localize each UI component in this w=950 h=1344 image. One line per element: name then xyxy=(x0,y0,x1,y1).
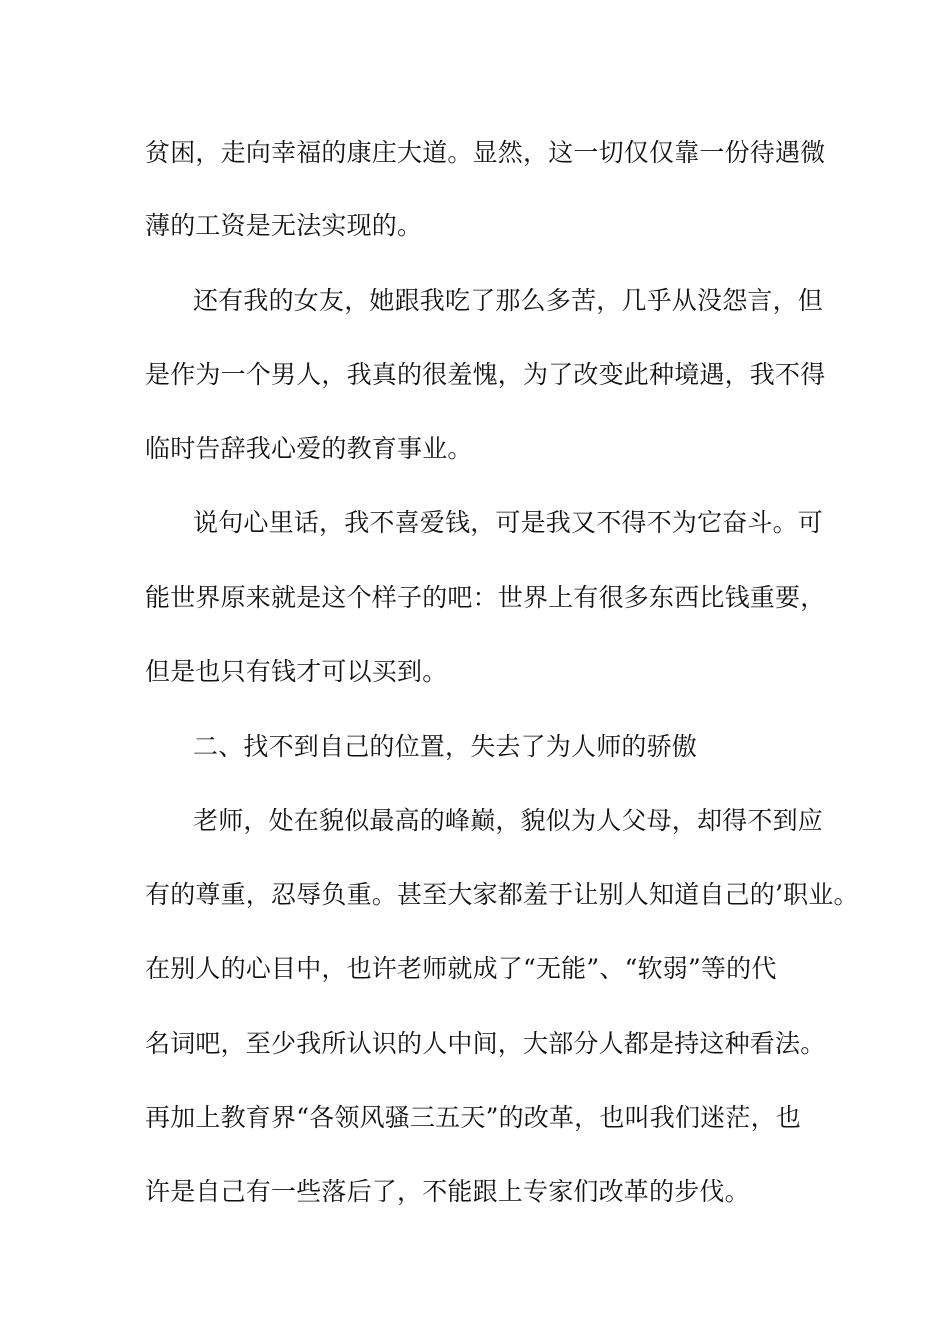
text-line: 但是也只有钱才可以买到。 xyxy=(145,657,448,686)
text-line: 临时告辞我心爱的教育事业。 xyxy=(145,434,473,463)
text-line: 名词吧，至少我所认识的人中间，大部分人都是持这种看法。 xyxy=(145,1029,826,1058)
text-line: 薄的工资是无法实现的。 xyxy=(145,211,423,240)
text-line: 在别人的心目中，也许老师就成了“无能”、“软弱”等的代 xyxy=(145,954,777,983)
text-line: 能世界原来就是这个样子的吧：世界上有很多东西比钱重要， xyxy=(145,583,826,612)
text-line: 是作为一个男人，我真的很羞愧，为了改变此种境遇，我不得 xyxy=(145,360,826,389)
text-line: 再加上教育界“各领风骚三五天”的改革，也叫我们迷茫，也 xyxy=(145,1103,801,1132)
text-line: 许是自己有一些落后了，不能跟上专家们改革的步伐。 xyxy=(145,1177,750,1206)
text-line: 有的尊重，忍辱负重。甚至大家都羞于让别人知道自己的’职业。 xyxy=(145,880,859,909)
paragraph-first-line: 老师，处在貌似最高的峰巅，貌似为人父母，却得不到应 xyxy=(193,806,824,835)
paragraph-first-line: 还有我的女友，她跟我吃了那么多苦，几乎从没怨言，但 xyxy=(193,286,824,315)
text-line: 贫困，走向幸福的康庄大道。显然，这一切仅仅靠一份待遇微 xyxy=(145,138,826,167)
section-heading: 二、找不到自己的位置，失去了为人师的骄傲 xyxy=(193,732,698,761)
paragraph-first-line: 说句心里话，我不喜爱钱，可是我又不得不为它奋斗。可 xyxy=(193,508,824,537)
